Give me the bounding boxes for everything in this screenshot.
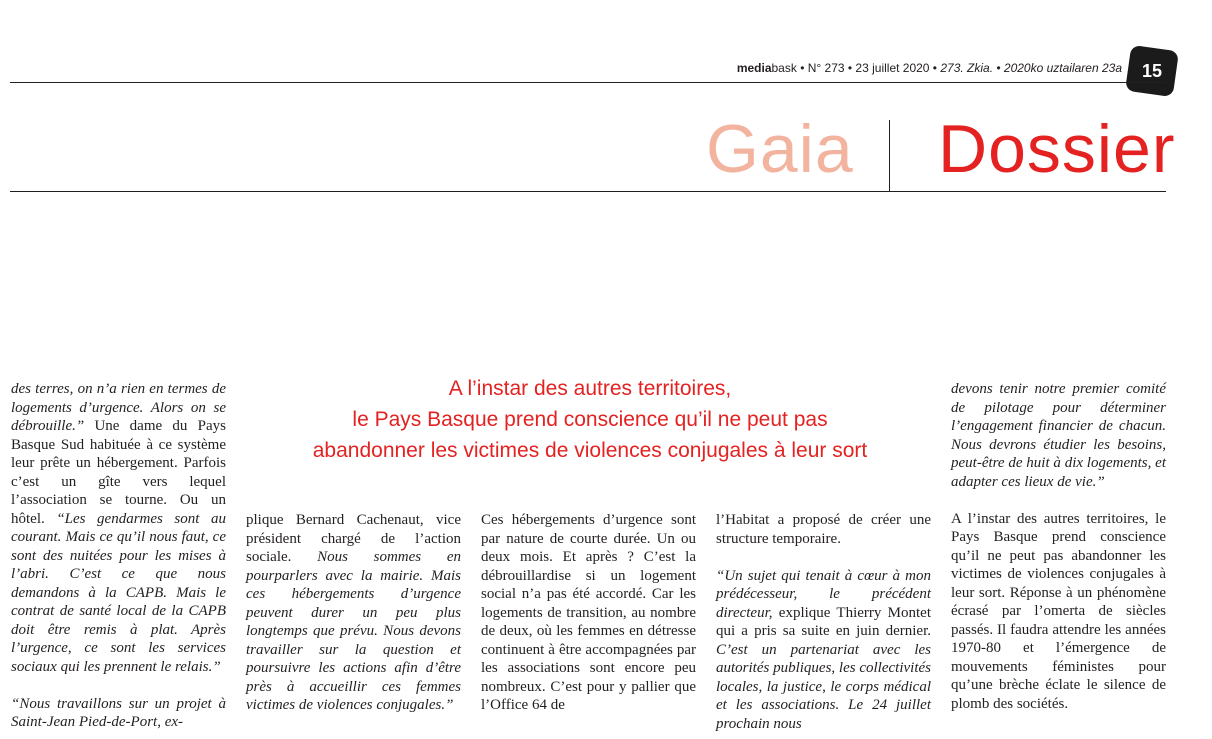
quote-text: Nous sommes en pourparlers avec la mairie. Mais ces hébergements d’urgence peuvent durer un peu plus longtemps que prévu. Nous devons travailler sur la question et poursuivre les actions afin d’être près à accueillir ces femmes victimes de violences conjugales.” xyxy=(246,549,461,713)
article-column-2 xyxy=(246,511,461,715)
paragraph xyxy=(11,380,226,676)
title-separator xyxy=(889,120,890,192)
page-number: 15 xyxy=(1141,61,1163,81)
section-title-gaia: Gaia xyxy=(706,111,854,187)
quote-text: des terres, on n’a rien en termes de logements d’urgence. Alors on se débrouille.” xyxy=(11,381,226,434)
pull-quote xyxy=(262,373,918,466)
paragraph xyxy=(246,511,461,715)
issue-info-basque: 273. Zkia. • 2020ko uztailaren 23a xyxy=(940,61,1122,75)
title-rule xyxy=(10,191,1166,192)
article-column-5 xyxy=(951,380,1166,713)
quote-text: “Nous travaillons sur un projet à Saint-Jean Pied-de-Port, ex- xyxy=(11,695,226,730)
paragraph: l’Habitat a proposé de créer une structure temporaire. xyxy=(716,512,931,547)
paragraph xyxy=(951,380,1166,491)
paragraph xyxy=(716,567,931,734)
running-header xyxy=(737,61,1122,75)
pull-quote-line: abandonner les victimes de violences conjugales à leur sort xyxy=(312,439,868,462)
pull-quote-line: A l’instar des autres territoires, xyxy=(448,377,732,400)
body-text: plique Bernard Cachenaut, vice président chargé de l’action sociale. xyxy=(246,512,461,565)
paragraph: Ces hébergements d’urgence sont par nature de courte durée. Un ou deux mois. Et après ? C’est la débrouillardise si un logement social n’a pas été accordé. Car les logements de transition, au nombre de deux, où les femmes en détresse continuent à être accompagnées par les associations sont encore peu nombreux. C’est pour y pallier que l’Office 64 de xyxy=(481,512,696,713)
quote-text: devons tenir notre premier comité de pilotage pour déterminer l’engagement financier de chacun. Nous devrons étudier les besoins, peut-être de huit à dix logements, et adapter ces lieux de vie.” xyxy=(951,381,1166,490)
section-title-dossier: Dossier xyxy=(938,111,1176,187)
paragraph: A l’instar des autres territoires, le Pays Basque prend conscience qu’il ne peut pas abandonner les victimes de violences conjugales à leur sort. Réponse à un phénomène écrasé par l’omerta de siècles passés. Il faudra attendre les années 1970-80 et l’émergence de mouvements féministes pour qu’une brèche éclate le silence de plomb des sociétés. xyxy=(951,510,1166,712)
issue-info: • N° 273 • 23 juillet 2020 • xyxy=(796,61,941,75)
pull-quote-line: le Pays Basque prend conscience qu’il ne peut pas xyxy=(352,408,828,431)
article-column-3 xyxy=(481,511,696,715)
paragraph xyxy=(11,695,226,732)
article-column-4 xyxy=(716,511,931,733)
article-column-1 xyxy=(11,380,226,732)
header-rule xyxy=(10,82,1166,83)
quote-text: “Les gendarmes sont au courant. Mais ce qu’il nous faut, ce sont des nuitées pour les mises à l’abri. C’est ce que nous demandons à la CAPB. Mais le contrat de santé local de la CAPB doit être remis à plat. Après l’urgence, ce sont les services sociaux qui les prennent le relais.” xyxy=(11,510,226,675)
brand-media: media xyxy=(736,61,772,75)
body-text: explique Thierry Montet qui a pris sa suite en juin dernier. xyxy=(716,604,931,639)
quote-text: C’est un partenariat avec les autorités publiques, les collectivités locales, la justice, le corps médical et les associations. Le 24 juillet prochain nous xyxy=(716,641,931,732)
brand-bask: bask xyxy=(771,61,797,75)
body-text: Une dame du Pays Basque Sud habituée à ce système leur prête un hébergement. Parfois c’est un gîte vers lequel l’association se tourne. Ou un hôtel. xyxy=(11,418,226,527)
quote-text: “Un sujet qui tenait à cœur à mon prédécesseur, le précédent directeur, xyxy=(716,567,931,621)
